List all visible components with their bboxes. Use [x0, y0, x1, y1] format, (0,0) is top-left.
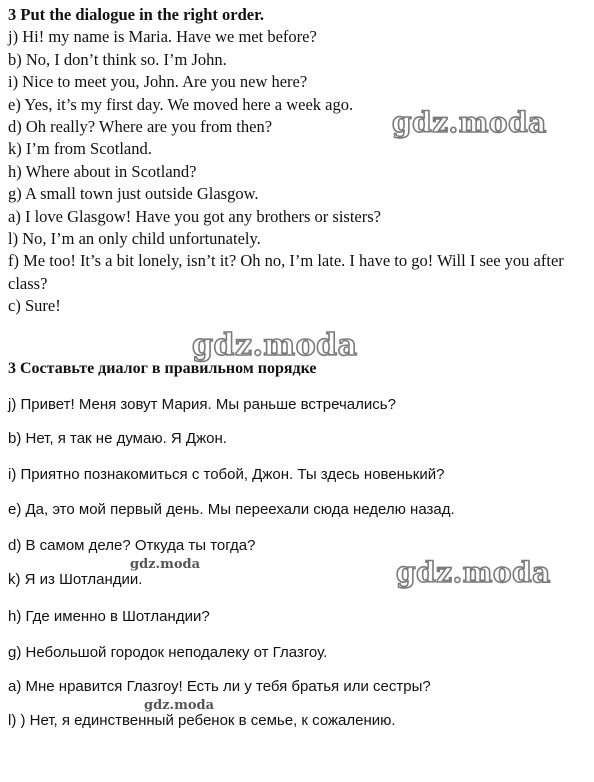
english-line: i) Nice to meet you, John. Are you new here? [8, 72, 308, 92]
watermark-logo: gdz.moda [392, 106, 547, 139]
russian-line: j) Привет! Меня зовут Мария. Мы раньше встречались? [8, 396, 396, 413]
english-line: k) I’m from Scotland. [8, 139, 152, 159]
english-section [8, 4, 588, 318]
watermark-logo-small: gdz.moda [130, 557, 201, 572]
russian-line: i) Приятно познакомиться с тобой, Джон. Ты здесь новенький? [8, 466, 445, 483]
english-line: f) Me too! It’s a bit lonely, isn’t it? Oh no, I’m late. I have to go! Will I see you after class? [8, 251, 564, 293]
russian-line: h) Где именно в Шотландии? [8, 608, 210, 625]
russian-line: d) В самом деле? Откуда ты тогда? [8, 537, 256, 554]
russian-title: 3 Составьте диалог в правильном порядке [8, 360, 317, 377]
russian-line: k) Я из Шотландии. [8, 571, 143, 588]
watermark-logo: gdz.moda [192, 328, 358, 363]
english-line: h) Where about in Scotland? [8, 161, 197, 181]
english-line: l) No, I’m an only child unfortunately. [8, 229, 261, 249]
english-title: 3 Put the dialogue in the right order. [8, 5, 265, 24]
english-line: j) Hi! my name is Maria. Have we met before? [8, 27, 317, 47]
watermark-logo: gdz.moda [396, 556, 551, 589]
watermark-logo-small: gdz.moda [144, 698, 215, 713]
english-line: e) Yes, it’s my first day. We moved here a week ago. [8, 94, 354, 114]
english-line: g) A small town just outside Glasgow. [8, 184, 259, 204]
english-line: d) Oh really? Where are you from then? [8, 117, 273, 137]
english-line: c) Sure! [8, 296, 61, 316]
english-line: b) No, I don’t think so. I’m John. [8, 49, 227, 69]
russian-line: l) ) Нет, я единственный ребенок в семье, к сожалению. [8, 712, 396, 729]
english-line: a) I love Glasgow! Have you got any brothers or sisters? [8, 206, 381, 226]
russian-line: b) Нет, я так не думаю. Я Джон. [8, 430, 227, 447]
russian-line: a) Мне нравится Глазгоу! Есть ли у тебя братья или сестры? [8, 678, 431, 695]
russian-line: g) Небольшой городок неподалеку от Глазгоу. [8, 644, 328, 661]
russian-line: e) Да, это мой первый день. Мы переехали сюда неделю назад. [8, 501, 455, 518]
